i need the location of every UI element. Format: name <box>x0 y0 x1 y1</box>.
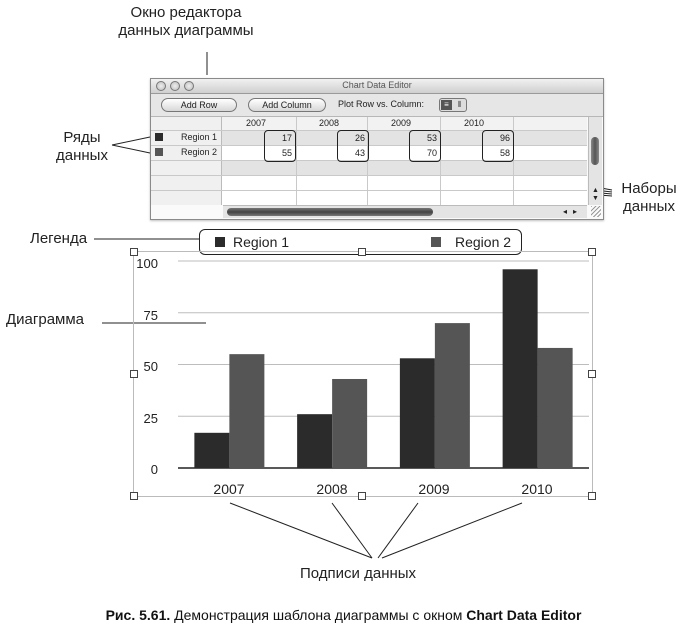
y-tick-label: 25 <box>143 411 158 426</box>
legend-label-region-1: Region 1 <box>233 234 290 250</box>
editor-callout-line1: Окно редактора <box>130 4 242 21</box>
add-column-button[interactable]: Add Column <box>248 98 326 112</box>
figure-caption <box>0 607 687 623</box>
column-header-2008[interactable]: 2008 <box>319 118 340 128</box>
y-tick-label: 50 <box>143 359 158 374</box>
chart-callout: Диаграмма <box>6 311 85 328</box>
scroll-left-icon[interactable]: ◂ <box>563 207 568 216</box>
series-callout-line1: Ряды <box>63 129 101 146</box>
editor-callout-line2: данных диаграммы <box>118 22 254 39</box>
bar-region-2-2008[interactable] <box>332 379 367 468</box>
datasets-callout-line1: Наборы <box>621 180 677 197</box>
caption-prefix: Рис. 5.61. <box>105 607 171 623</box>
cell-region1-2010[interactable]: 96 <box>499 133 510 143</box>
data-labels-callout: Подписи данных <box>300 565 417 582</box>
bar-region-1-2009[interactable] <box>400 358 435 468</box>
plot-columns-icon[interactable]: ⦀ <box>457 100 462 109</box>
cell-region2-2007[interactable]: 55 <box>281 148 292 158</box>
x-tick-label: 2009 <box>418 481 450 497</box>
bar-region-2-2007[interactable] <box>229 354 264 468</box>
y-tick-label: 0 <box>150 462 158 477</box>
legend-callout: Легенда <box>30 230 88 247</box>
cell-region2-2008[interactable]: 43 <box>354 148 365 158</box>
cell-region1-2007[interactable]: 17 <box>281 133 292 143</box>
scroll-up-icon[interactable]: ▲ <box>592 187 599 194</box>
plot-row-column-label: Plot Row vs. Column: <box>338 99 425 109</box>
y-tick-label: 100 <box>136 256 158 271</box>
cell-region1-2009[interactable]: 53 <box>426 133 437 143</box>
column-header-2009[interactable]: 2009 <box>391 118 412 128</box>
plot-rows-icon[interactable]: ≡ <box>441 100 452 110</box>
bar-region-2-2009[interactable] <box>435 323 470 468</box>
column-header-2007[interactable]: 2007 <box>246 118 267 128</box>
caption-suffix: Chart Data Editor <box>466 607 582 623</box>
add-row-button[interactable]: Add Row <box>161 98 237 112</box>
cell-region2-2009[interactable]: 70 <box>426 148 437 158</box>
scroll-right-icon[interactable]: ▸ <box>573 207 578 216</box>
x-tick-label: 2008 <box>316 481 348 497</box>
bar-region-1-2007[interactable] <box>194 433 229 468</box>
x-tick-label: 2010 <box>521 481 553 497</box>
datasets-callout-line2: данных <box>623 198 675 215</box>
cell-region1-2008[interactable]: 26 <box>354 133 365 143</box>
row-header-region-1[interactable]: Region 1 <box>181 132 218 142</box>
column-header-2010[interactable]: 2010 <box>464 118 485 128</box>
legend-label-region-2: Region 2 <box>455 234 512 250</box>
bar-region-1-2008[interactable] <box>297 414 332 468</box>
x-tick-label: 2007 <box>213 481 245 497</box>
caption-text: Демонстрация шаблона диаграммы с окном <box>170 607 467 623</box>
series-callout-line2: данных <box>56 147 108 164</box>
scroll-down-icon[interactable]: ▼ <box>592 195 599 202</box>
cell-region2-2010[interactable]: 58 <box>499 148 510 158</box>
y-tick-label: 75 <box>143 308 158 323</box>
bar-region-1-2010[interactable] <box>503 269 538 468</box>
row-header-region-2[interactable]: Region 2 <box>181 147 218 157</box>
bar-region-2-2010[interactable] <box>538 348 573 468</box>
window-title: Chart Data Editor <box>342 80 412 90</box>
